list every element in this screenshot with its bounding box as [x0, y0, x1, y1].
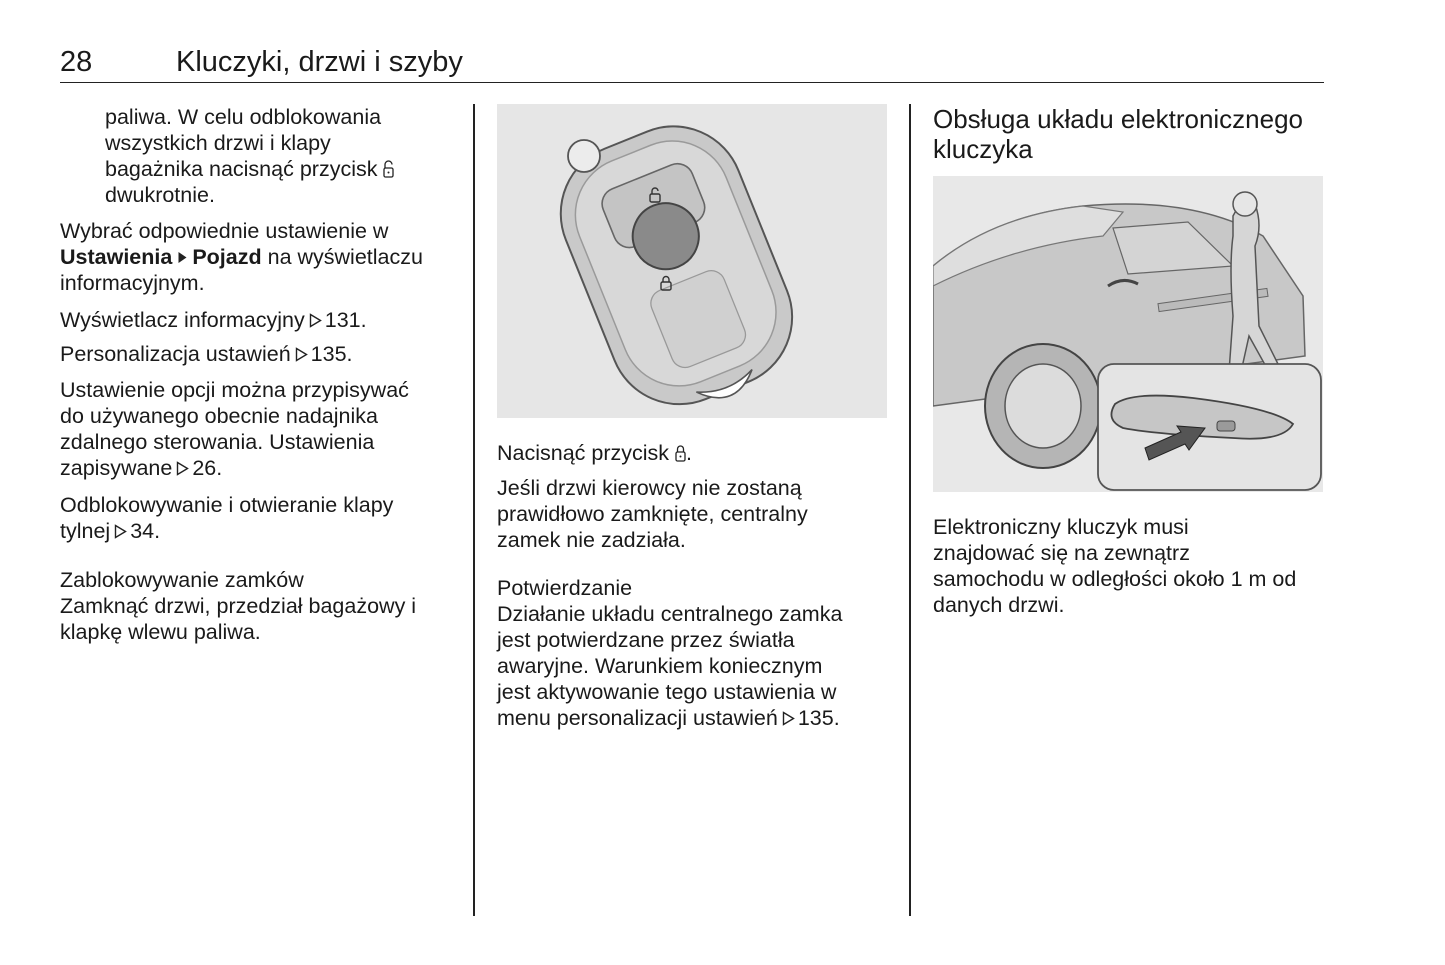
text-line: tylnej — [60, 519, 111, 543]
key-fob-illustration — [497, 104, 887, 418]
text-line: Ustawienie opcji można przypisywać — [60, 378, 409, 402]
unlock-paragraph — [60, 492, 393, 544]
option-paragraph — [60, 377, 409, 481]
text-line: Wybrać odpowiednie ustawienie w — [60, 219, 389, 243]
text-line: menu personalizacji ustawień — [497, 706, 778, 730]
page-reference: 131. — [324, 308, 367, 332]
menu-path-vehicle: Pojazd — [192, 245, 262, 269]
punctuation: . — [686, 441, 693, 465]
text-line: zapisywane — [60, 456, 173, 480]
display-reference — [60, 307, 367, 333]
press-button-text — [497, 440, 692, 466]
text-line: bagażnika nacisnąć przycisk — [105, 157, 378, 181]
text-line: danych drzwi. — [933, 593, 1065, 617]
menu-path-settings: Ustawienia — [60, 245, 173, 269]
page-reference: 26. — [192, 456, 223, 480]
section-heading — [933, 104, 1303, 164]
lock-icon — [675, 444, 686, 462]
text-line: dwukrotnie. — [105, 183, 215, 207]
car-door-illustration — [933, 176, 1323, 492]
section-heading: Zablokowywanie zamków — [60, 568, 304, 592]
personalization-reference — [60, 341, 353, 367]
unlock-icon — [383, 160, 394, 178]
column-divider — [909, 104, 911, 916]
settings-paragraph — [60, 218, 423, 296]
driver-door-paragraph — [497, 475, 808, 553]
electronic-key-paragraph — [933, 514, 1296, 618]
text-line: Nacisnąć przycisk — [497, 441, 670, 465]
text-line: Odblokowywanie i otwieranie klapy — [60, 493, 394, 517]
page-number: 28 — [60, 46, 93, 78]
text-line: klapkę wlewu paliwa. — [60, 620, 261, 644]
text-line: znajdować się na zewnątrz — [933, 541, 1190, 565]
confirmation-section — [497, 575, 842, 731]
text-line: Personalizacja ustawień — [60, 342, 291, 366]
indent-paragraph — [105, 104, 394, 208]
reference-arrow-icon — [295, 347, 308, 362]
section-heading: Potwierdzanie — [497, 576, 633, 600]
text-line: Wyświetlacz informacyjny — [60, 308, 305, 332]
text-line: paliwa. W celu odblokowania — [105, 105, 382, 129]
heading-line: Obsługa układu elektronicznego — [933, 104, 1304, 134]
text-line: Działanie układu centralnego zamka — [497, 602, 843, 626]
text-line: prawidłowo zamknięte, centralny — [497, 502, 808, 526]
reference-arrow-icon — [176, 461, 189, 476]
text-line: jest potwierdzane przez światła — [497, 628, 795, 652]
reference-arrow-icon — [782, 711, 795, 726]
text-line: informacyjnym. — [60, 271, 205, 295]
text-line: na wyświetlaczu — [267, 245, 423, 269]
text-line: awaryjne. Warunkiem koniecznym — [497, 654, 823, 678]
page-reference: 135. — [310, 342, 353, 366]
menu-arrow-icon — [176, 250, 189, 265]
text-line: Jeśli drzwi kierowcy nie zostaną — [497, 476, 802, 500]
page-reference: 135. — [797, 706, 840, 730]
column-divider — [473, 104, 475, 916]
page-header — [60, 44, 1324, 83]
locking-section — [60, 567, 416, 645]
text-line: samochodu w odległości około 1 m od — [933, 567, 1297, 591]
text-line: jest aktywowanie tego ustawienia w — [497, 680, 837, 704]
text-line: wszystkich drzwi i klapy — [105, 131, 331, 155]
text-line: Zamknąć drzwi, przedział bagażowy i — [60, 594, 417, 618]
reference-arrow-icon — [309, 313, 322, 328]
chapter-title: Kluczyki, drzwi i szyby — [176, 46, 463, 78]
text-line: zamek nie zadziała. — [497, 528, 686, 552]
text-line: zdalnego sterowania. Ustawienia — [60, 430, 375, 454]
heading-line: kluczyka — [933, 134, 1033, 164]
text-line: Elektroniczny kluczyk musi — [933, 515, 1189, 539]
text-line: do używanego obecnie nadajnika — [60, 404, 378, 428]
reference-arrow-icon — [114, 524, 127, 539]
page-reference: 34. — [130, 519, 161, 543]
